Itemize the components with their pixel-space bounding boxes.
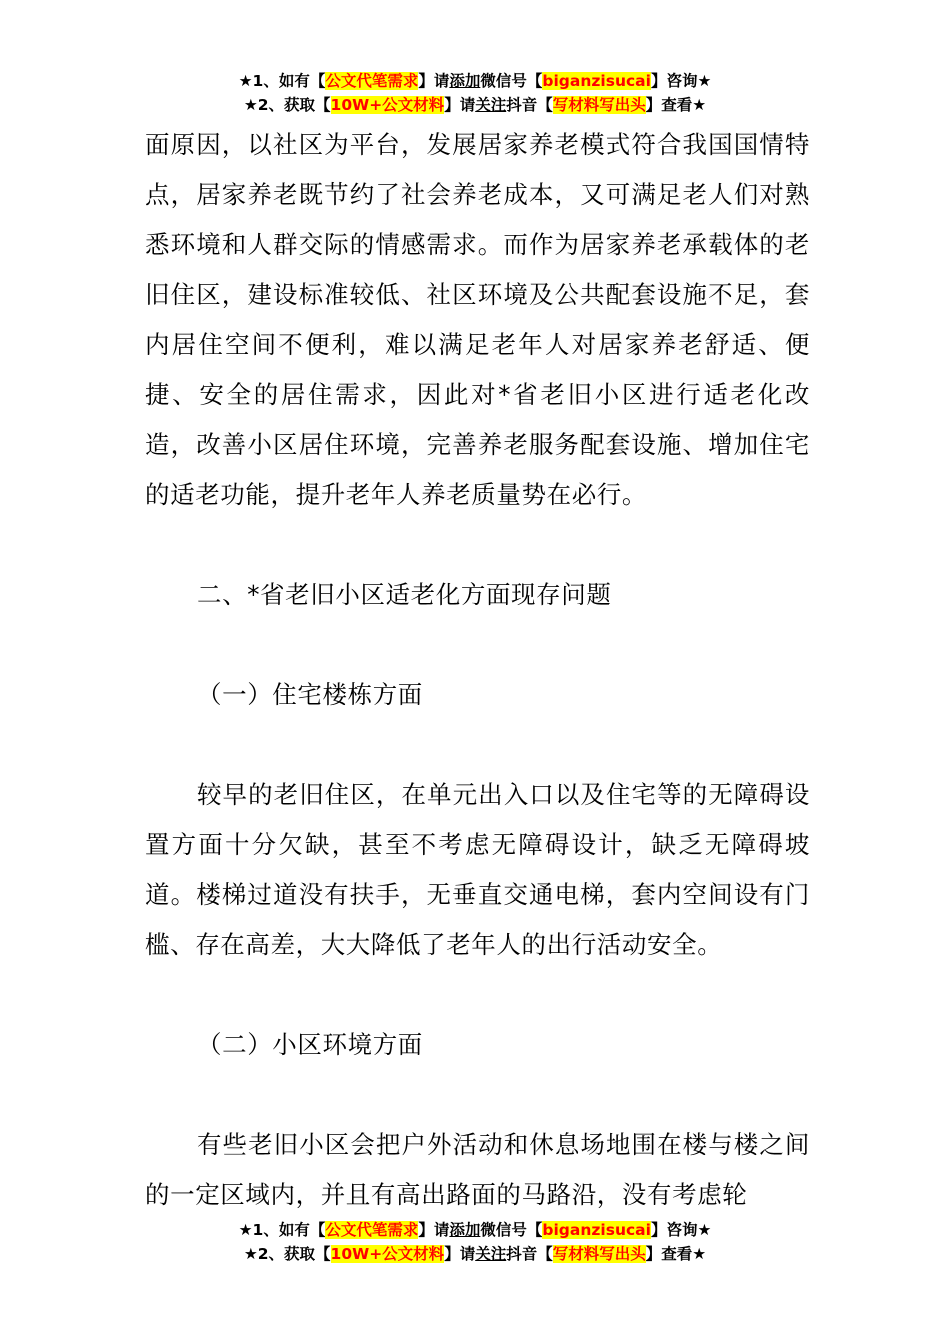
- subsection-heading-2: （二）小区环境方面: [197, 1030, 423, 1059]
- paragraph-gap: [145, 620, 810, 670]
- paragraph-gap: [145, 1070, 810, 1120]
- banner-line-2: ★2、获取【10W+公文材料】请关注抖音【写材料写出头】查看★: [243, 96, 707, 114]
- banner-highlight: biganzisucai: [542, 72, 651, 90]
- banner-highlight: 10W+公文材料: [330, 96, 445, 114]
- paragraph-gap: [145, 520, 810, 570]
- banner-highlight: 公文代笔需求: [325, 1221, 419, 1239]
- paragraph-2: 较早的老旧住区，在单元出入口以及住宅等的无障碍设置方面十分欠缺，甚至不考虑无障碍设计，缺乏无障碍坡道。楼梯过道没有扶手，无垂直交通电梯，套内空间设有门槛、存在高差，大大降低了老年人的出行活动安全。: [145, 780, 810, 959]
- paragraph-3: 有些老旧小区会把户外活动和休息场地围在楼与楼之间的一定区域内，并且有高出路面的马路沿，没有考虑轮: [145, 1130, 810, 1209]
- banner-line-1: ★1、如有【公文代笔需求】请添加微信号【biganzisucai】咨询★: [238, 1221, 712, 1239]
- footer-banner: [0, 1218, 950, 1266]
- banner-highlight: 写材料写出头: [552, 96, 646, 114]
- subsection-heading-1: （一）住宅楼栋方面: [197, 680, 423, 709]
- paragraph-gap: [145, 720, 810, 770]
- section-heading: 二、*省老旧小区适老化方面现存问题: [197, 580, 612, 609]
- banner-line-2: ★2、获取【10W+公文材料】请关注抖音【写材料写出头】查看★: [243, 1245, 707, 1263]
- banner-highlight: biganzisucai: [542, 1221, 651, 1239]
- banner-highlight: 写材料写出头: [552, 1245, 646, 1263]
- header-banner: [0, 69, 950, 117]
- banner-highlight: 公文代笔需求: [325, 72, 419, 90]
- document-body: [145, 120, 810, 1220]
- paragraph-1: 面原因，以社区为平台，发展居家养老模式符合我国国情特点，居家养老既节约了社会养老成本，又可满足老人们对熟悉环境和人群交际的情感需求。而作为居家养老承载体的老旧住区，建设标准较低、社区环境及公共配套设施不足，套内居住空间不便利，难以满足老年人对居家养老舒适、便捷、安全的居住需求，因此对*省老旧小区进行适老化改造，改善小区居住环境，完善养老服务配套设施、增加住宅的适老功能，提升老年人养老质量势在必行。: [145, 130, 810, 509]
- banner-line-1: ★1、如有【公文代笔需求】请添加微信号【biganzisucai】咨询★: [238, 72, 712, 90]
- paragraph-gap: [145, 970, 810, 1020]
- banner-highlight: 10W+公文材料: [330, 1245, 445, 1263]
